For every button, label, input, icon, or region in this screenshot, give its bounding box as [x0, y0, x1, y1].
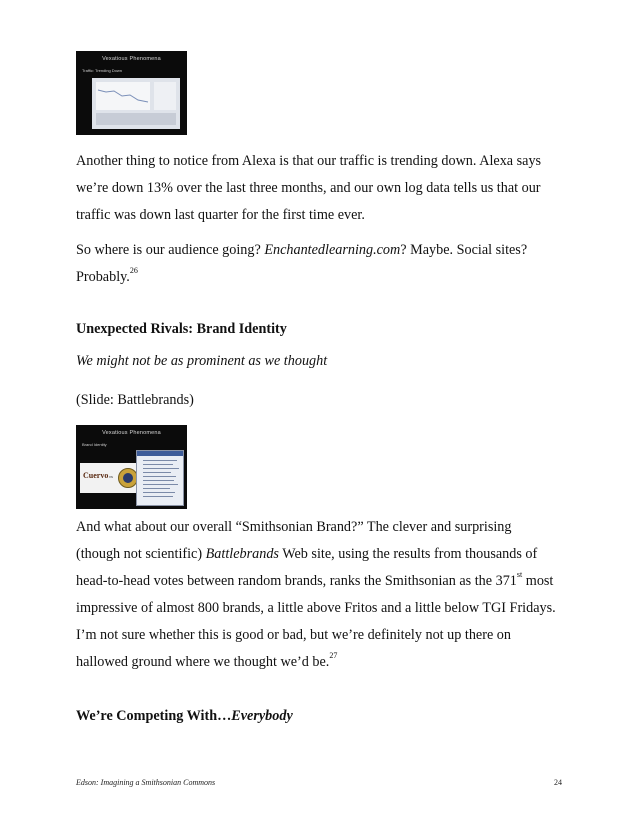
slide-caption: (Slide: Battlebrands) [76, 392, 194, 408]
italic-site-name: Battlebrands [205, 546, 279, 562]
italic-site-name: Enchantedlearning.com [264, 242, 401, 258]
section-heading-competing [76, 703, 556, 730]
footnote-marker: 26 [129, 266, 138, 276]
slide-side-panel [154, 82, 176, 110]
slide-data-table [96, 113, 176, 125]
slide-subtitle: Brand Identity [82, 442, 107, 447]
browser-title-bar [137, 451, 183, 456]
slide-title: Vexatious Phenomena [102, 56, 161, 62]
smithsonian-seal-icon [118, 468, 138, 488]
slide-title: Vexatious Phenomena [102, 430, 161, 436]
slide-chart-image [96, 82, 150, 110]
footer-page-number: 24 [554, 778, 562, 787]
slide-brand-logos [80, 463, 138, 493]
paragraph-text: Another thing to notice from Alexa is that our traffic is trending down. Alexa says we’re down 13% over the last three months, and our own log data tells us that our traffic was down last quarter for the first time ever. [76, 153, 542, 223]
slide-browser-screenshot [136, 450, 184, 506]
paragraph-traffic-trend [76, 148, 556, 229]
paragraph-audience [76, 237, 556, 291]
section-subheading: We might not be as prominent as we thought [76, 353, 328, 369]
slide-subtitle: Traffic: Trending Down [82, 68, 123, 73]
paragraph-text: And what about our overall “Smithsonian Brand?” The clever and surprising (though not scientific) [76, 519, 512, 562]
slide-thumbnail-battlebrands [76, 425, 187, 509]
footer-running-title: Edson: Imagining a Smithsonian Commons [76, 778, 216, 787]
footnote-marker: 27 [329, 651, 338, 661]
cuervo-logo: Cuervo [83, 471, 109, 480]
paragraph-text: So where is our audience going? [76, 242, 265, 258]
paragraph-battlebrands [76, 514, 556, 676]
heading-italic-text: Everybody [231, 708, 293, 724]
paragraph-text: ? Maybe. Social sites? Probably. [76, 242, 528, 285]
paragraph-text: most impressive of almost 800 brands, a little above Fritos and a little below TGI Fridays. I’m not sure whether this is good or bad, but we’re definitely not up there on hallowed ground where we thought we’d be. [76, 573, 556, 670]
paragraph-text: Web site, using the results from thousands of head-to-head votes between random brands, ranks the Smithsonian as the 371 [76, 546, 538, 589]
versus-label: vs [109, 474, 113, 479]
slide-thumbnail-traffic [76, 51, 187, 135]
section-heading-brand-identity: Unexpected Rivals: Brand Identity [76, 321, 287, 337]
slide-trend-line [96, 82, 150, 110]
ordinal-suffix: st [516, 570, 523, 580]
slide-chart-panel [92, 78, 180, 129]
heading-text: We’re Competing With… [76, 708, 232, 724]
